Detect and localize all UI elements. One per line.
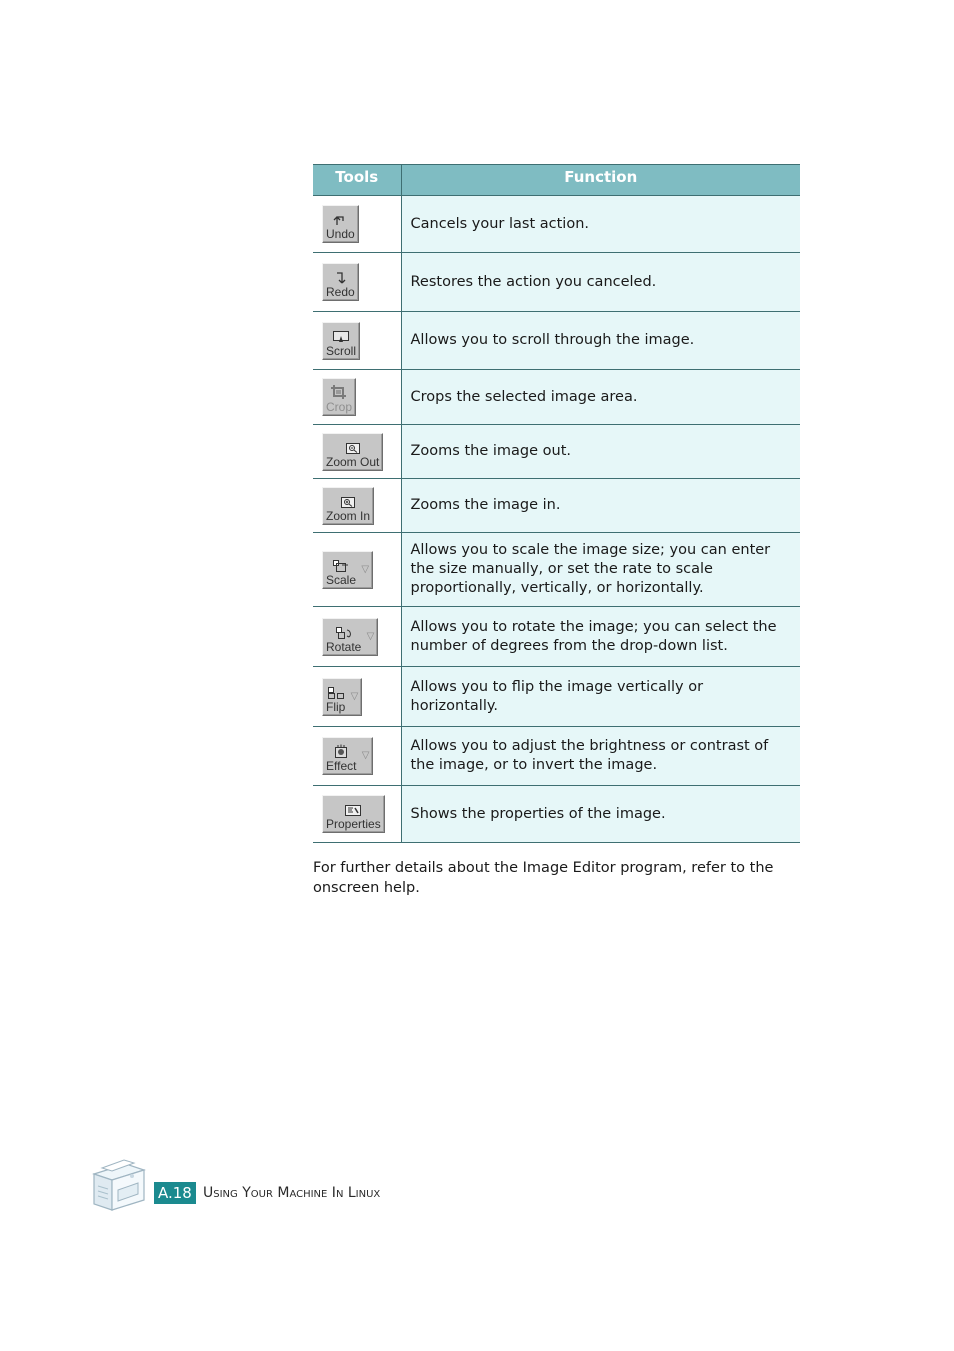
- table-row: [313, 727, 800, 786]
- table-row: [313, 196, 800, 253]
- properties-button[interactable]: [322, 795, 385, 833]
- dropdown-arrow-icon[interactable]: ▽: [361, 563, 370, 575]
- tool-label: Scale: [326, 572, 357, 587]
- table-row: [313, 607, 800, 667]
- tool-label: Properties: [326, 817, 381, 831]
- tool-label: Crop: [326, 400, 353, 414]
- effect-icon: [332, 744, 350, 759]
- scroll-icon: [332, 330, 350, 344]
- scroll-button[interactable]: [322, 322, 360, 360]
- function-description: Zooms the image in.: [401, 479, 800, 533]
- rotate-icon: [335, 626, 353, 640]
- scale-button[interactable]: [322, 551, 373, 589]
- redo-button[interactable]: [322, 263, 359, 301]
- tool-label: Zoom Out: [326, 454, 380, 469]
- function-description: Allows you to rotate the image; you can select the number of degrees from the drop-down list.: [401, 607, 800, 667]
- tool-label: Redo: [326, 285, 355, 299]
- function-header: Function: [401, 165, 800, 196]
- tool-label: Effect: [326, 759, 357, 773]
- tool-label: Flip: [326, 699, 346, 714]
- tools-header: Tools: [313, 165, 401, 196]
- properties-icon: [344, 804, 362, 817]
- chapter-title: Using Your Machine In Linux: [203, 1185, 381, 1201]
- dropdown-arrow-icon[interactable]: ▽: [350, 690, 359, 702]
- table-row: [313, 533, 800, 607]
- table-row: [313, 370, 800, 425]
- table-row: [313, 312, 800, 370]
- function-description: Cancels your last action.: [401, 196, 800, 253]
- function-description: Allows you to flip the image vertically or horizontally.: [401, 667, 800, 727]
- zoom-out-icon: [345, 442, 361, 455]
- undo-button[interactable]: [322, 205, 359, 243]
- page-footer: [88, 1150, 488, 1214]
- flip-icon: [327, 686, 345, 700]
- page-number-badge: A.18: [154, 1182, 196, 1204]
- table-row: [313, 667, 800, 727]
- flip-button[interactable]: [322, 678, 362, 716]
- function-description: Crops the selected image area.: [401, 370, 800, 425]
- function-description: Shows the properties of the image.: [401, 786, 800, 843]
- undo-icon: [332, 213, 348, 227]
- table-row: [313, 479, 800, 533]
- tool-label: Rotate: [326, 639, 362, 654]
- dropdown-arrow-icon[interactable]: ▽: [366, 630, 375, 642]
- rotate-button[interactable]: [322, 618, 378, 656]
- effect-button[interactable]: [322, 737, 373, 775]
- printer-icon: [88, 1150, 148, 1214]
- tool-label: Undo: [326, 227, 355, 241]
- crop-icon: [330, 384, 348, 400]
- zoom-in-icon: [340, 496, 356, 509]
- table-row: [313, 253, 800, 312]
- tool-label: Scroll: [326, 343, 357, 358]
- function-description: Zooms the image out.: [401, 425, 800, 479]
- function-description: Restores the action you canceled.: [401, 253, 800, 312]
- table-row: [313, 425, 800, 479]
- dropdown-arrow-icon[interactable]: ▽: [361, 750, 370, 761]
- table-header-row: [313, 165, 800, 196]
- tools-table: [313, 164, 800, 843]
- tool-label: Zoom In: [326, 508, 371, 523]
- redo-icon: [332, 271, 348, 285]
- function-description: Allows you to scale the image size; you can enter the size manually, or set the rate to scale proportionally, vertically, or horizontally.: [401, 533, 800, 607]
- footnote-text: For further details about the Image Editor program, refer to the onscreen help.: [313, 860, 774, 896]
- crop-button[interactable]: [322, 378, 356, 416]
- zoom-out-button[interactable]: [322, 433, 383, 471]
- scale-icon: [332, 559, 350, 573]
- zoom-in-button[interactable]: [322, 487, 374, 525]
- table-row: [313, 786, 800, 843]
- function-description: Allows you to scroll through the image.: [401, 312, 800, 370]
- function-description: Allows you to adjust the brightness or contrast of the image, or to invert the image.: [401, 727, 800, 786]
